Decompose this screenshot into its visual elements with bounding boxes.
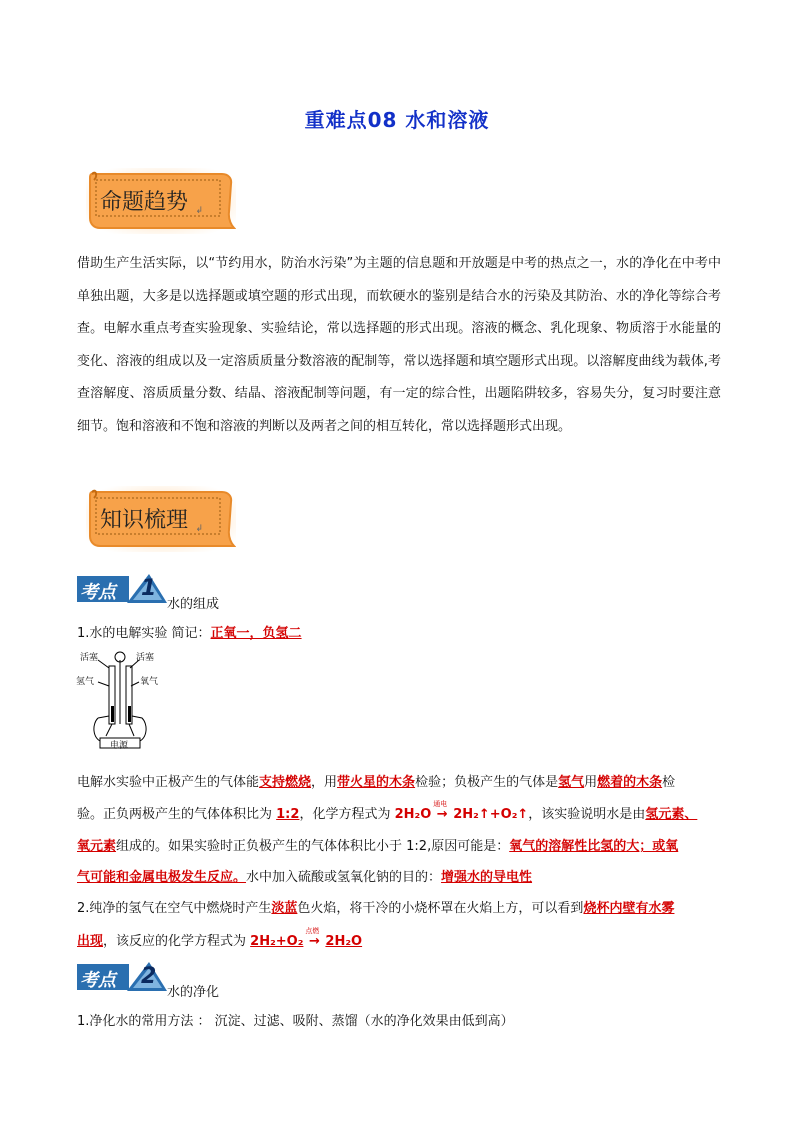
- kaodian-1-label: 水的组成: [167, 597, 220, 612]
- return-mark: ↲: [195, 206, 203, 216]
- kaodian-1-badge: [77, 572, 167, 605]
- equation-electrolysis: 2H₂O 通电 → 2H₂↑+O₂↑: [394, 800, 529, 822]
- item-1-prefix: 1.水的电解实验 简记：: [77, 626, 211, 641]
- knowledge-banner-label: 知识梳理: [100, 508, 189, 533]
- electrolysis-diagram: [76, 646, 166, 750]
- knowledge-banner: [86, 486, 236, 552]
- page-title: 重难点08 水和溶液: [304, 108, 490, 132]
- electrolysis-line-2: 验。正负两极产生的气体体积比为 1:2，化学方程式为 2H₂O 通电 → 2H₂↑+O₂↑，该实验说明水是由氢元素、: [77, 800, 698, 822]
- diagram-right-stopcock: 活塞: [136, 653, 155, 663]
- kaodian-2-item-1: 1.净化水的常用方法 ： 沉淀、过滤、吸附、蒸馏（水的净化效果由低到高）: [77, 1014, 514, 1029]
- return-mark: ↲: [195, 524, 203, 534]
- diagram-left-stopcock: 活塞: [80, 653, 99, 663]
- electrolysis-line-1: 电解水实验中正极产生的气体能支持燃烧，用带火星的木条检验；负极产生的气体是氢气用燃着的木条检: [77, 775, 676, 790]
- kaodian-2-label: 水的净化: [167, 985, 220, 1000]
- kaodian-1-badge-num: 1: [141, 576, 157, 601]
- kaodian-2-badge: [77, 960, 167, 993]
- kaodian-2-badge-text: 考点: [80, 970, 116, 991]
- electrolysis-line-4: 气可能和金属电极发生反应。水中加入硫酸或氢氧化钠的目的：增强水的导电性: [77, 870, 533, 885]
- diagram-hydrogen: 氢气: [76, 677, 95, 687]
- hydrogen-line-2: 出现，该反应的化学方程式为 2H₂+O₂ 点燃 → 2H₂O: [77, 927, 363, 949]
- equation-combustion: 2H₂+O₂ 点燃 → 2H₂O: [250, 927, 363, 949]
- kaodian-1-badge-text: 考点: [80, 582, 116, 603]
- diagram-oxygen: 氧气: [140, 677, 159, 687]
- electrolysis-line-3: 氧元素组成的。如果实验时正负极产生的气体体积比小于 1:2,原因可能是：氧气的溶解性比氢的大；或氧: [77, 839, 679, 854]
- hydrogen-line-1: 2.纯净的氢气在空气中燃烧时产生淡蓝色火焰，将干冷的小烧杯罩在火焰上方，可以看到烧杯内壁有水雾: [77, 901, 675, 916]
- trend-banner-label: 命题趋势: [100, 190, 189, 215]
- kaodian-2-badge-num: 2: [141, 964, 157, 989]
- kaodian-1-item-1: [77, 622, 302, 641]
- diagram-power: 电源: [110, 741, 129, 751]
- trend-banner: [86, 168, 236, 234]
- trend-paragraph: 借助生产生活实际，以“节约用水，防治水污染”为主题的信息题和开放题是中考的热点之一，水的净化在中考中单独出题，大多是以选择题或填空题的形式出现，而软硬水的鉴别是结合水的污染及其防治、水的净化等综合考查。电解水重点考查实验现象、实验结论，常以选择题的形式出现。溶液的概念、乳化现象、物质溶于水能量的变化、溶液的组成以及一定溶质质量分数溶液的配制等，常以选择题和填空题形式出现。以溶解度曲线为载体,考查溶解度、溶质质量分数、结晶、溶液配制等问题，有一定的综合性，出题陷阱较多，容易失分，复习时要注意细节。饱和溶液和不饱和溶液的判断以及两者之间的相互转化，常以选择题形式出现。: [77, 256, 721, 434]
- item-1-answer: 正氧一，负氢二: [210, 626, 302, 641]
